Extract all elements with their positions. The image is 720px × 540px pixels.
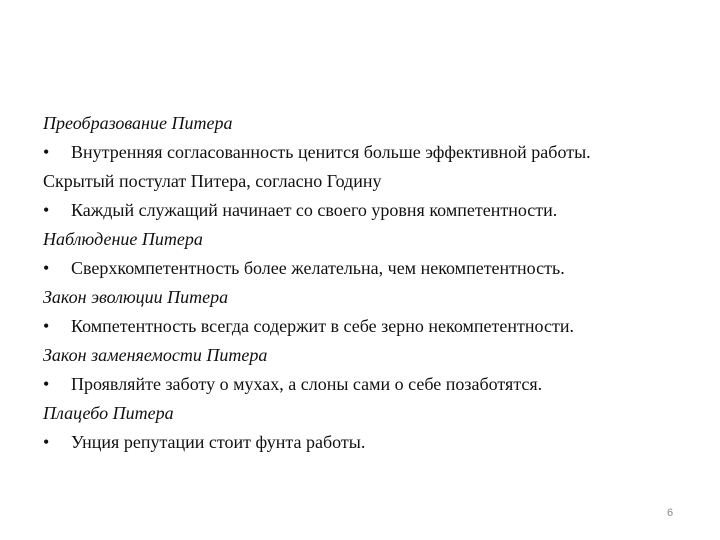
bullet-icon: • <box>43 200 50 220</box>
bullet-icon: • <box>43 142 50 162</box>
section-heading: Наблюдение Питера <box>43 229 203 249</box>
bullet-item <box>43 312 683 341</box>
bullet-item <box>43 196 683 225</box>
bullet-icon: • <box>43 258 50 278</box>
section-heading: Плацебо Питера <box>43 403 174 423</box>
section-heading: Преобразование Питера <box>43 113 233 133</box>
bullet-text: Сверхкомпетентность более желательна, чем некомпетентность. <box>71 258 565 278</box>
bullet-text: Внутренняя согласованность ценится больше эффективной работы. <box>71 142 591 162</box>
slide-content <box>43 109 683 457</box>
bullet-text: Проявляйте заботу о мухах, а слоны сами о себе позаботятся. <box>71 374 543 394</box>
bullet-item <box>43 370 683 399</box>
bullet-icon: • <box>43 432 50 452</box>
bullet-item <box>43 428 683 457</box>
section-heading: Скрытый постулат Питера, согласно Годину <box>43 171 382 191</box>
section-heading: Закон эволюции Питера <box>43 287 229 307</box>
bullet-item <box>43 138 683 167</box>
section-heading: Закон заменяемости Питера <box>43 345 268 365</box>
bullet-icon: • <box>43 374 50 394</box>
bullet-text: Каждый служащий начинает со своего уровня компетентности. <box>71 200 558 220</box>
page-number: 6 <box>667 507 674 519</box>
bullet-icon: • <box>43 316 50 336</box>
bullet-text: Компетентность всегда содержит в себе зерно некомпетентности. <box>71 316 574 336</box>
bullet-text: Унция репутации стоит фунта работы. <box>71 432 366 452</box>
bullet-item <box>43 254 683 283</box>
